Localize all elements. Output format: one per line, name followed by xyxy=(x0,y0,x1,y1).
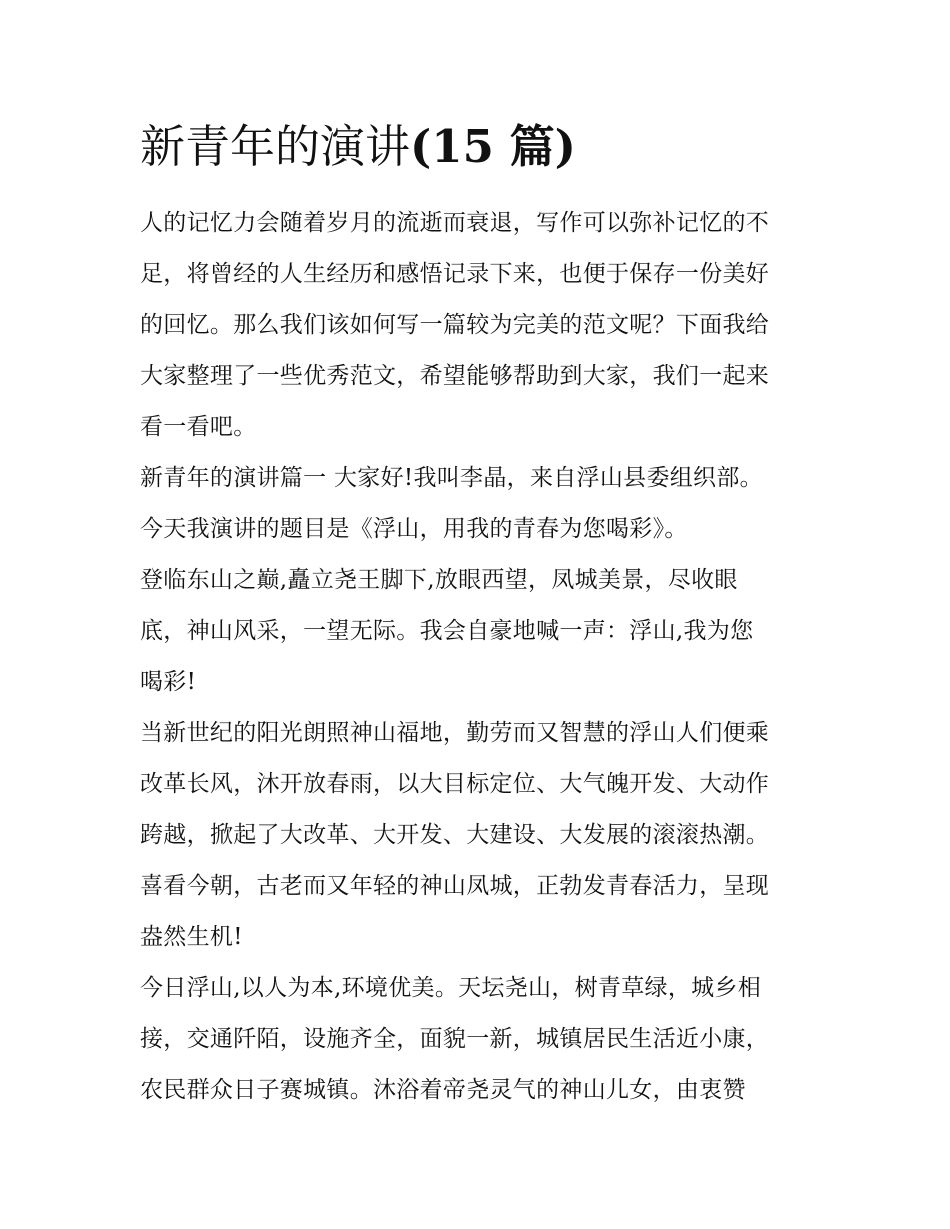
text-line: 改革长风，沐开放春雨，以大目标定位、大气魄开发、大动作 xyxy=(140,771,770,797)
document-title xyxy=(140,112,820,182)
text-line: 看一看吧。 xyxy=(140,414,257,440)
text-line: 今天我演讲的题目是《浮山，用我的青春为您喝彩》。 xyxy=(140,516,688,542)
text-line: 底，神山风采，一望无际。我会自豪地喊一声：浮山,我为您 xyxy=(140,618,754,644)
text-line: 大家整理了一些优秀范文，希望能够帮助到大家，我们一起来 xyxy=(140,363,770,389)
text-line: 今日浮山,以人为本,环境优美。天坛尧山，树青草绿，城乡相 xyxy=(140,975,762,1001)
title-text: 新青年的演讲 xyxy=(140,120,411,173)
text-line: 喜看今朝，古老而又年轻的神山凤城，正勃发青春活力，呈现 xyxy=(140,873,770,899)
text-line: 人的记忆力会随着岁月的流逝而衰退，写作可以弥补记忆的不 xyxy=(140,210,770,236)
text-line: 农民群众日子赛城镇。沐浴着帝尧灵气的神山儿女，由衷赞 xyxy=(140,1077,746,1103)
text-line: 盎然生机! xyxy=(140,924,243,950)
text-line: 喝彩! xyxy=(140,669,197,695)
text-line: 接，交通阡陌，设施齐全，面貌一新，城镇居民生活近小康， xyxy=(140,1026,770,1052)
text-line: 的回忆。那么我们该如何写一篇较为完美的范文呢？下面我给 xyxy=(140,312,770,338)
text-line: 当新世纪的阳光朗照神山福地，勤劳而又智慧的浮山人们便乘 xyxy=(140,720,770,746)
title-count: (15 篇) xyxy=(410,120,576,173)
text-line: 跨越，掀起了大改革、大开发、大建设、大发展的滚滚热潮。 xyxy=(140,822,770,848)
text-line: 新青年的演讲篇一 大家好!我叫李晶，来自浮山县委组织部。 xyxy=(140,465,763,491)
document-body xyxy=(140,198,820,1116)
document-page xyxy=(140,112,820,1116)
text-line: 登临东山之巅,矗立尧王脚下,放眼西望，凤城美景，尽收眼 xyxy=(140,567,738,593)
text-line: 足，将曾经的人生经历和感悟记录下来，也便于保存一份美好 xyxy=(140,261,770,287)
